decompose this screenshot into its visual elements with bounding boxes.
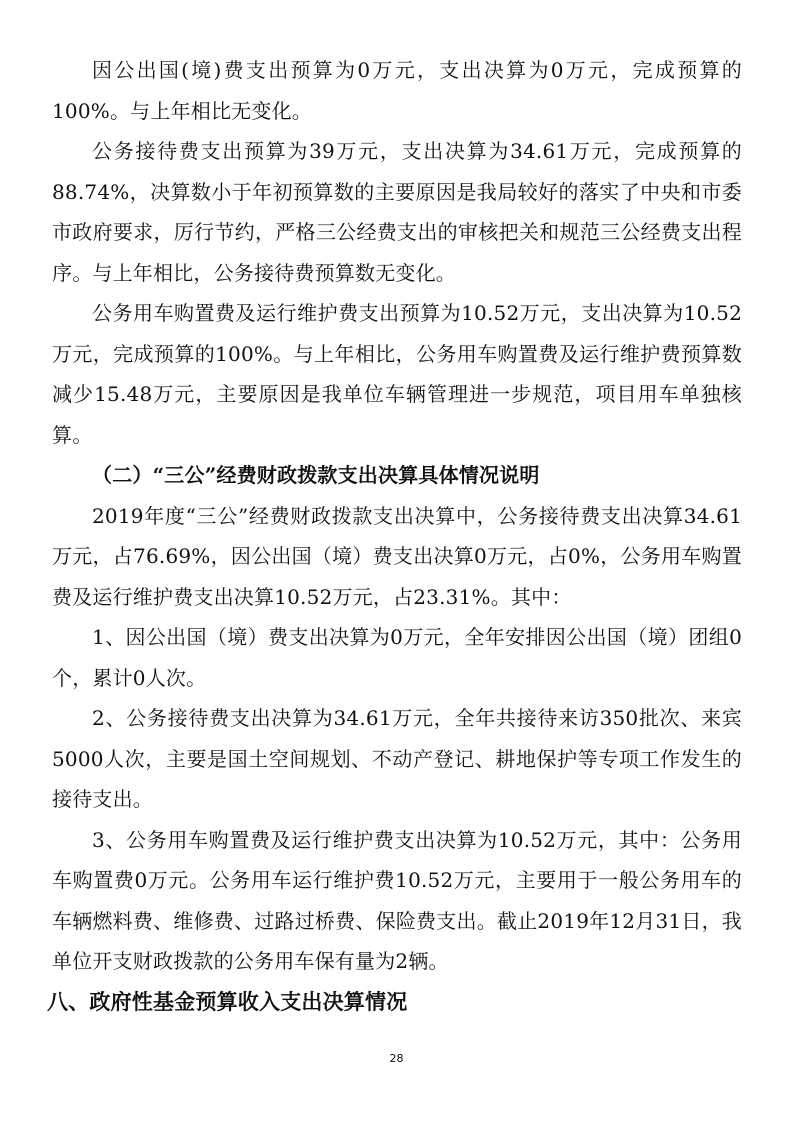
list-item-overseas: 1、因公出国（境）费支出决算为0万元，全年安排因公出国（境）团组0个，累计0人次。: [52, 625, 742, 690]
list-item-vehicle: 3、公务用车购置费及运行维护费支出决算为10.52万元，其中：公务用车购置费0万元。公务用车运行维护费10.52万元，主要用于一般公务用车的车辆燃料费、维修费、过路过桥费、保险费支出。截止2019年12月31日，我单位开支财政拨款的公务用车保有量为2辆。: [52, 827, 742, 973]
section-heading-government-fund: 八、政府性基金预算收入支出决算情况: [47, 989, 408, 1014]
list-item-reception: 2、公务接待费支出决算为34.61万元，全年共接待来访350批次、来宾5000人次，主要是国土空间规划、不动产登记、耕地保护等专项工作发生的接待支出。: [52, 706, 742, 811]
page-number: 28: [389, 1052, 404, 1065]
paragraph-overseas-expense: 因公出国(境)费支出预算为0万元，支出决算为0万元，完成预算的100%。与上年相比无变化。: [52, 58, 742, 123]
paragraph-reception-expense: 公务接待费支出预算为39万元，支出决算为34.61万元，完成预算的88.74%，决算数小于年初预算数的主要原因是我局较好的落实了中央和市委市政府要求，厉行节约，严格三公经费支出的审核把关和规范三公经费支出程序。与上年相比，公务接待费预算数无变化。: [52, 139, 742, 285]
document-body: [47, 50, 742, 1022]
paragraph-vehicle-expense: 公务用车购置费及运行维护费支出预算为10.52万元，支出决算为10.52万元，完成预算的100%。与上年相比，公务用车购置费及运行维护费预算数减少15.48万元，主要原因是我单位车辆管理进一步规范，项目用车单独核算。: [52, 301, 742, 447]
section-subheading: （二）“三公”经费财政拨款支出决算具体情况说明: [92, 463, 540, 487]
paragraph-summary-2019: 2019年度“三公”经费财政拨款支出决算中，公务接待费支出决算34.61万元，占76.69%，因公出国（境）费支出决算0万元，占0%，公务用车购置费及运行维护费支出决算10.52万元，占23.31%。其中：: [52, 503, 742, 609]
